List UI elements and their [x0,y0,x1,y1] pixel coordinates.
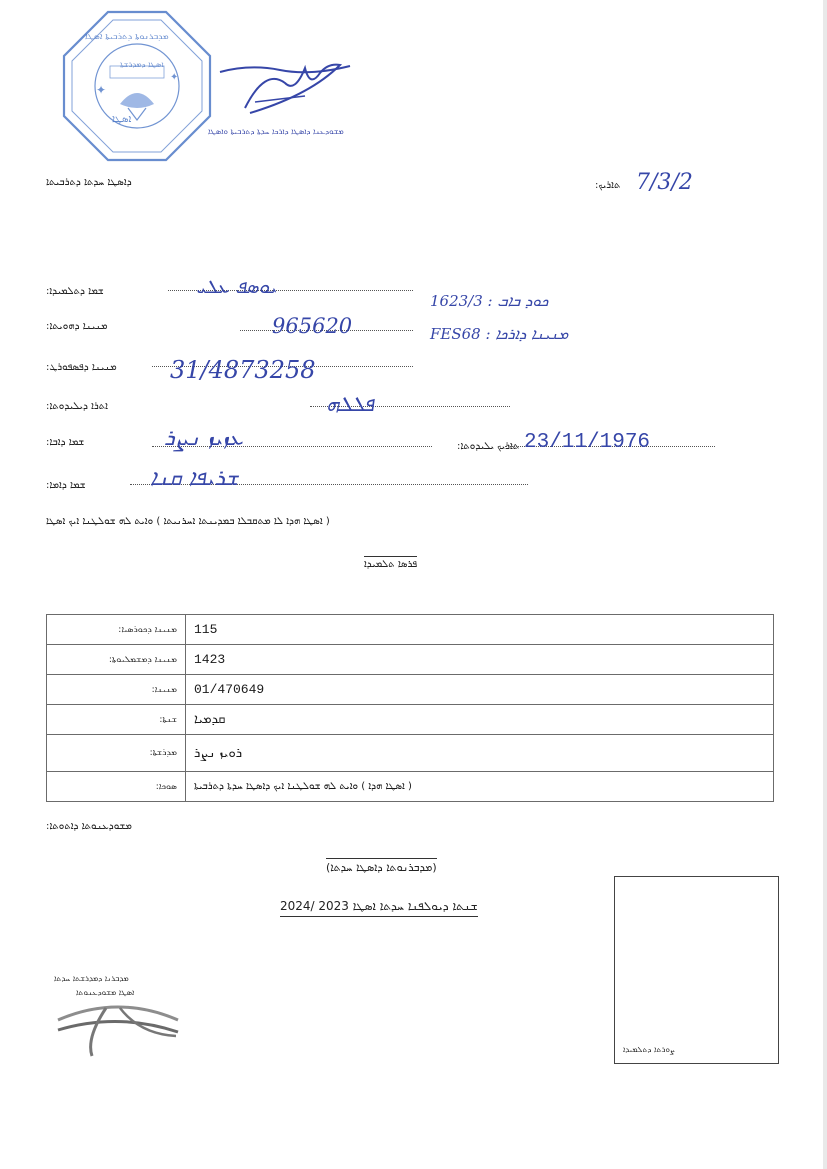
notes-label: ܡܫܘܕܥܢܘܬܐ ܕܐܬܘܬܐ: [46,821,132,832]
field-label-birth-date: ܬܐܪܝܟ ܝܠܝܕܘܬܐ: [457,441,520,452]
photo-placeholder [614,876,779,1064]
table-row [47,645,774,675]
field-value-birth-date: 23/11/1976 [524,431,651,454]
academic-year-line: ܫܢܬܐ ܕܝܘܠܦܢܐ ܚܕܬܐ ܐܣܛܐ 2023 /2024 [280,899,478,917]
signature-mark [215,58,365,128]
ministry-emblem [56,1000,180,1060]
field-value-id-number: 965620 [272,314,353,338]
svg-text:✦: ✦ [96,83,107,97]
table-row-label: ܡܢܝܢܐ: [47,675,186,705]
table-row-value: 01/470649 [186,675,774,705]
side-note-code-1: ܟܘܕ ܒܐܒ : 1623/3 [430,292,549,310]
table-row-value: 115 [186,615,774,645]
table-row [47,675,774,705]
field-value-mother-name: ܫܪܝܦܐ ܩܢܐ [150,466,239,491]
statement-subheading: ܦܪܣܐ ܬܠܡܝܕܐ [364,556,417,570]
field-label-mother-name: ܫܡܐ ܕܐܡܐ: [46,480,86,491]
footer-heading: (ܡܕܒܪܢܘܬܐ ܕܐܣܛܐ ܚܕܬܐ) [326,858,437,875]
photo-caption: ܨܘܪܬܐ ܕܬܠܡܝܕܐ [623,1045,675,1054]
table-row [47,772,774,802]
field-label-passport-number: ܡܢܝܢܐ ܕܦܣܦܘܪܛ: [46,362,117,373]
stamp-side-line: ܐܣܛܐ ܕܡܕܪܫܬܐ [120,60,164,69]
field-value-father-name: ܥܙܝܙ ܢܨܪ [164,426,244,451]
table-row [47,705,774,735]
issuer-line: ܕܐܣܛܐ ܚܕܬܐ ܕܬܪܒܝܬܐ [46,177,132,188]
field-value-student-name: ܝܘܣܦ ܥܠܝ [196,276,277,298]
signature-caption-2: ܐܣܛܐ ܡܫܘܕܥܢܘܬܐ [76,988,135,997]
table-row-value: ܩܕܡܝܐ [186,705,774,735]
table-row-value: ܪܘܝܙ ܢܨܪ [186,735,774,772]
scan-edge [823,0,827,1169]
table-row-label: ܫܢܬܐ: [47,705,186,735]
stamp-signature-text: ܡܫܘܕܥܢܐ ܕܐܣܛܐ ܕܐܪܟܐ ܚܕܬܐ ܕܬܪܒܝܬܐ ܘܐܣܛܐ [208,127,344,136]
field-value-birth-place: ܦܠܠܗ [326,392,375,416]
table-row-label: ܣܘܟܐ: [47,772,186,802]
date-value: 7/3/2 [636,170,693,195]
svg-text:✦: ✦ [170,72,179,83]
table-row-label: ܡܢܝܢܐ ܕܡܫܡܠܝܘܬܐ: [47,645,186,675]
field-label-id-number: ܡܢܝܢܐ ܕܗܘܝܬܐ: [46,321,108,332]
stamp-center-text: ܐܣܛܐ [112,114,132,125]
statement-text: ( ܐܣܛܐ ܗܕܐ ܠܐ ܡܬܩܒܠܐ ܒܡܕܝܢܬܐ ܐܚܪܢܝܬܐ ) ܘܐܝܬ ܠܗ ܫܘܠܛܢܐ ܐܝܟ ܐܣܛܐ [46,516,330,527]
table-row [47,735,774,772]
date-label: ܬܐܪܝܟ: [595,180,621,191]
field-label-birth-place: ܐܬܪܐ ܕܝܠܝܕܘܬܐ: [46,401,108,412]
side-note-code-2: ܡܢܝܢܐ ܕܐܪܟܐ : FES68 [430,325,569,343]
field-label-student-name: ܫܡܐ ܕܬܠܡܝܕܐ: [46,286,104,297]
signature-caption-1: ܡܕܒܪܢܐ ܕܡܕܪܫܬܐ ܚܕܬܐ [54,974,129,983]
table-row-value: ( ܐܣܛܐ ܗܕܐ ) ܘܐܝܬ ܠܗ ܫܘܠܛܢܐ ܐܝܟ ܕܐܣܛܐ ܚܕܬܐ ܕܬܪܒܝܬܐ [186,772,774,802]
table-row-label: ܡܕܪܫܬܐ: [47,735,186,772]
table-row-value: 1423 [186,645,774,675]
table-row-label: ܡܢܝܢܐ ܕܟܘܪܣܝܐ: [47,615,186,645]
student-info-table [46,614,774,802]
stamp-ring-text: ܡܕܒܪܢܘܬܐ ܕܬܪܒܝܬܐ ܐܣܛܐ [85,32,169,42]
table-row [47,615,774,645]
field-value-passport-number: 31/4873258 [170,356,316,384]
field-label-father-name: ܫܡܐ ܕܐܒܐ: [46,437,85,448]
